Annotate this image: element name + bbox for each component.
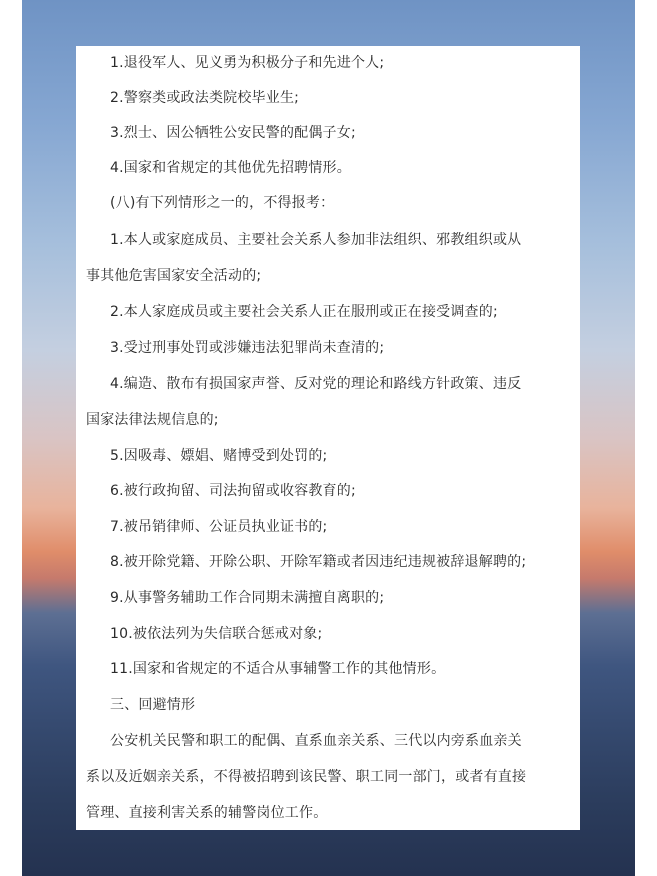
text-line: 事其他危害国家安全活动的; [86,268,262,284]
text-line: 7.被吊销律师、公证员执业证书的; [110,519,328,535]
text-line: (八)有下列情形之一的，不得报考： [110,195,335,211]
text-line: 11.国家和省规定的不适合从事辅警工作的其他情形。 [110,661,446,677]
text-line: 9.从事警务辅助工作合同期未满擅自离职的; [110,590,385,606]
text-line: 10.被依法列为失信联合惩戒对象; [110,626,323,642]
text-line: 管理、直接利害关系的辅警岗位工作。 [86,805,328,821]
document-card [76,46,580,830]
text-line: 3.烈士、因公牺牲公安民警的配偶子女; [110,125,356,141]
text-line: 系以及近姻亲关系，不得被招聘到该民警、职工同一部门，或者有直接 [86,769,527,785]
text-line: 公安机关民警和职工的配偶、直系血亲关系、三代以内旁系血亲关 [110,733,522,749]
section-heading: 三、回避情形 [110,697,196,713]
text-line: 5.因吸毒、嫖娼、赌博受到处罚的; [110,448,328,464]
text-line: 1.本人或家庭成员、主要社会关系人参加非法组织、邪教组织或从 [110,232,522,248]
text-line: 国家法律法规信息的; [86,412,219,428]
text-line: 3.受过刑事处罚或涉嫌违法犯罪尚未查清的; [110,340,385,356]
text-line: 4.国家和省规定的其他优先招聘情形。 [110,160,351,176]
text-line: 6.被行政拘留、司法拘留或收容教育的; [110,483,356,499]
text-line: 8.被开除党籍、开除公职、开除军籍或者因违纪违规被辞退解聘的; [110,554,527,570]
text-line: 4.编造、散布有损国家声誉、反对党的理论和路线方针政策、违反 [110,376,522,392]
text-line: 1.退役军人、见义勇为积极分子和先进个人; [110,55,385,71]
text-line: 2.本人家庭成员或主要社会关系人正在服刑或正在接受调查的; [110,304,498,320]
text-line: 2.警察类或政法类院校毕业生; [110,90,300,106]
